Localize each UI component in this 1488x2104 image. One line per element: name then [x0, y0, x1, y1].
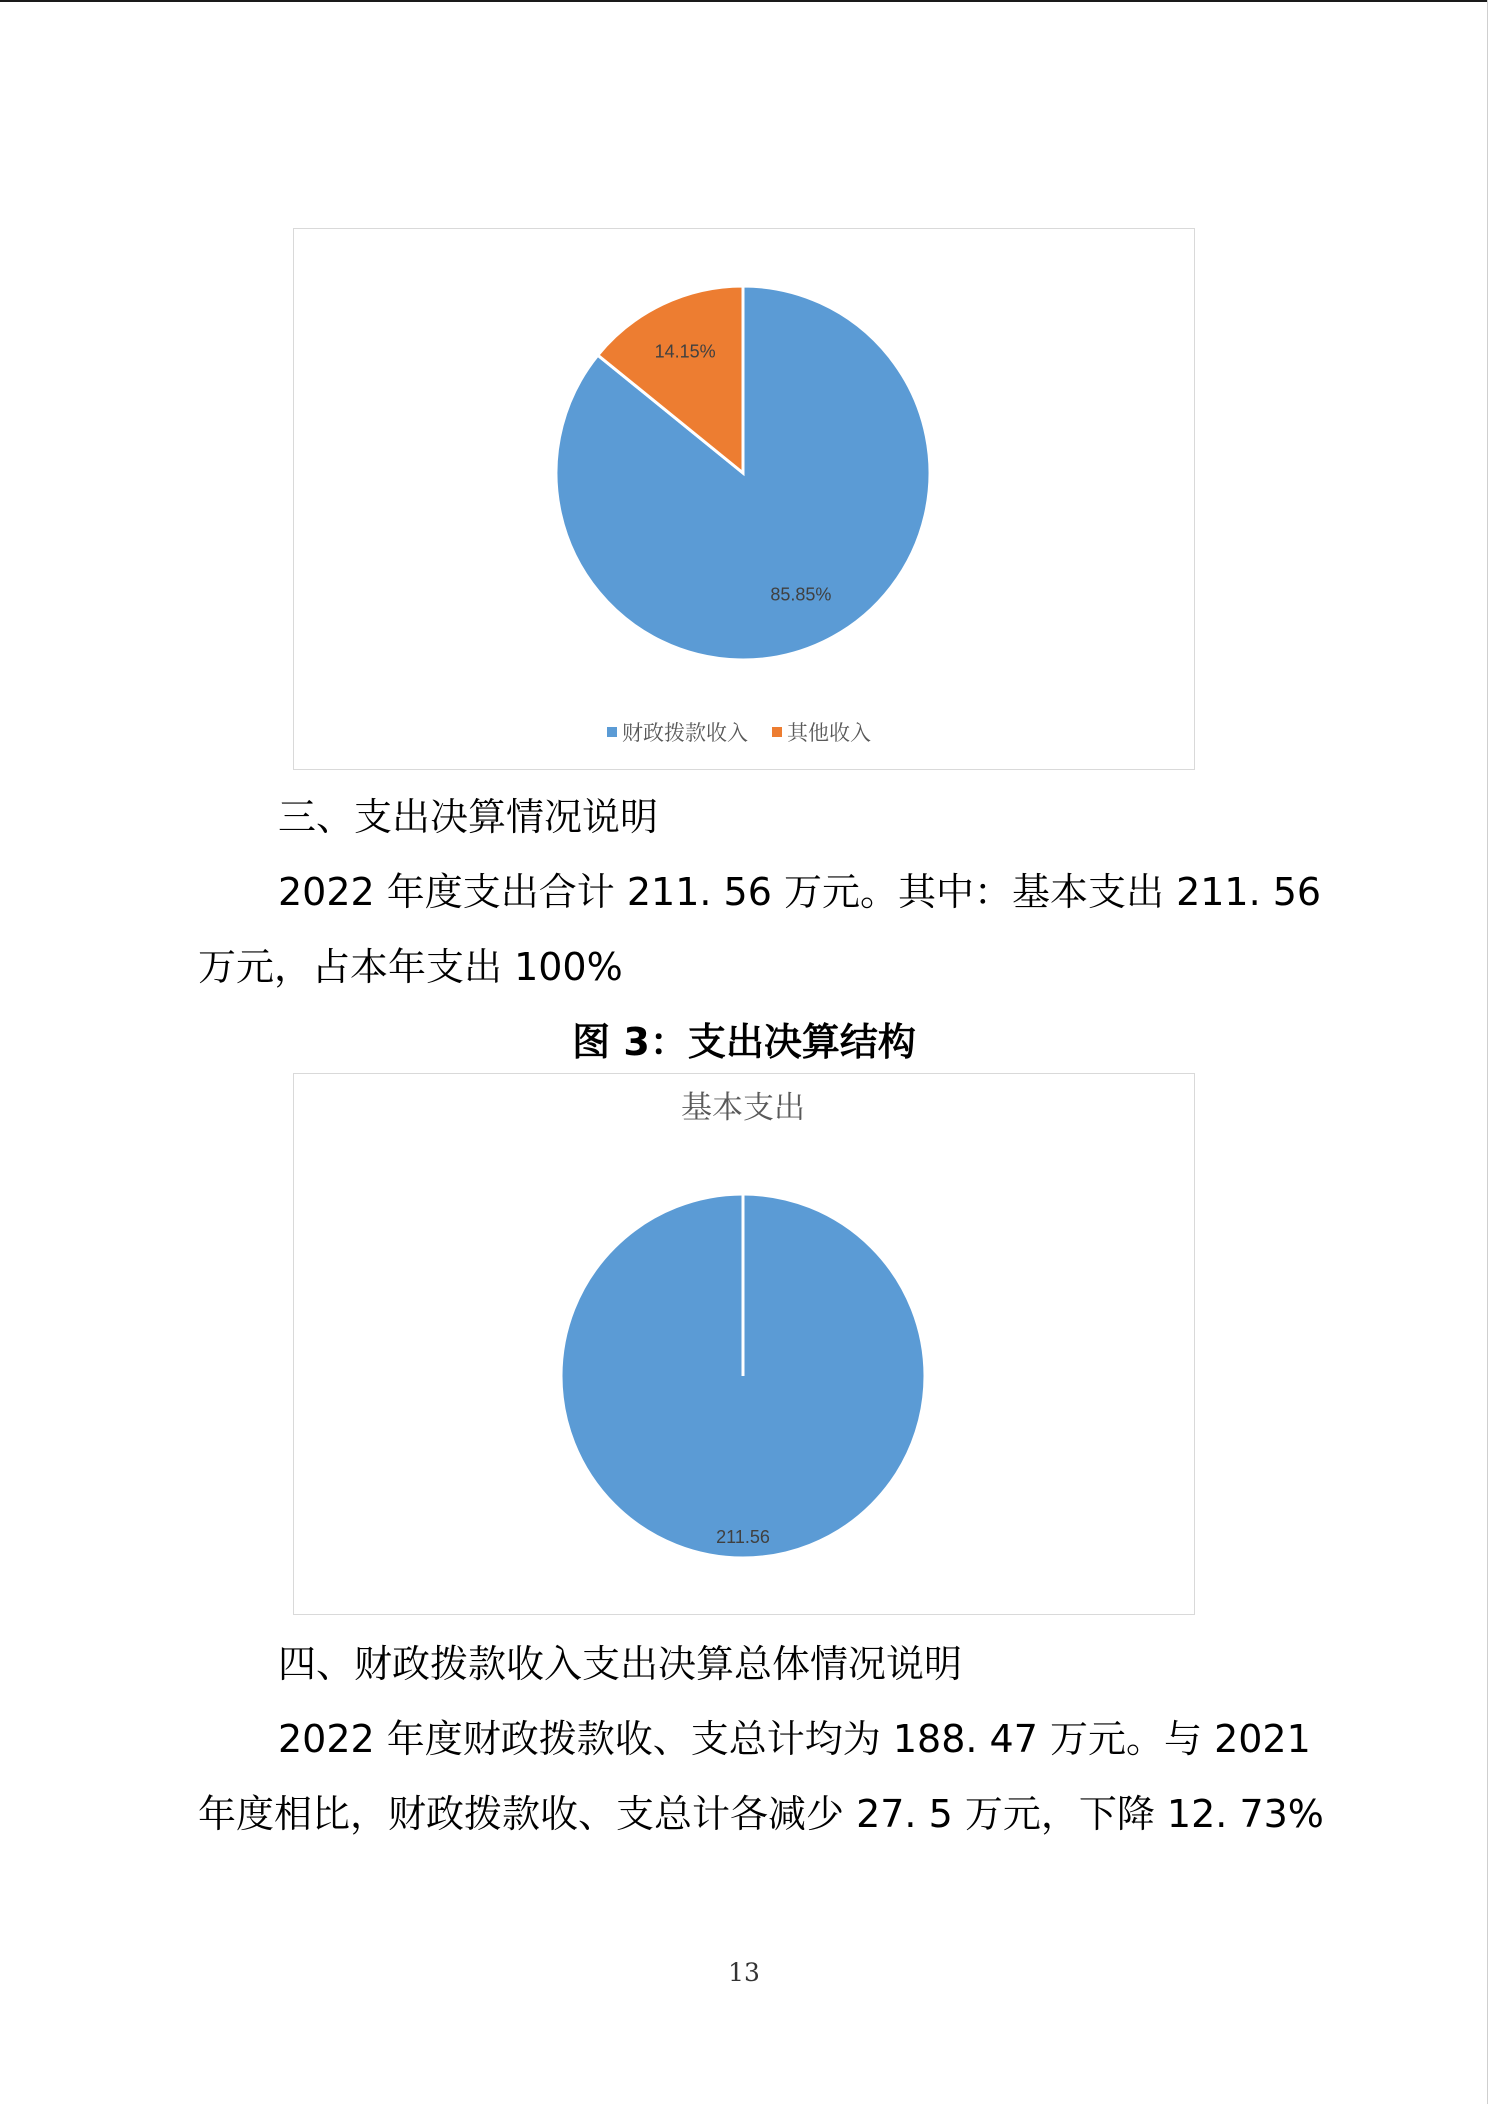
chart-title: 基本支出: [681, 1090, 805, 1126]
slice-label-other: 14.15%: [654, 341, 716, 362]
legend-swatch-other: [772, 727, 782, 737]
income-pie-svg: [294, 229, 1193, 768]
legend-swatch-fiscal: [607, 727, 617, 737]
legend-label-fiscal: 财政拨款收入: [622, 721, 748, 745]
pie-slices: [556, 286, 930, 660]
income-pie-chart: [293, 228, 1195, 770]
page-top-border: [0, 0, 1488, 2]
chart-legend: [607, 721, 871, 745]
section3-heading: 三、支出决算情况说明: [278, 795, 659, 839]
section3-paragraph-line1: 2022 年度支出合计 211. 56 万元。其中：基本支出 211. 56: [278, 870, 1322, 914]
slice-label-fiscal: 85.85%: [770, 584, 832, 605]
expenditure-pie-chart: [293, 1073, 1195, 1615]
section3-paragraph-line2: 万元，占本年支出 100%: [198, 945, 623, 989]
section4-paragraph-line2: 年度相比，财政拨款收、支总计各减少 27. 5 万元，下降 12. 73%: [198, 1792, 1324, 1836]
slice-label-basic: 211.56: [716, 1527, 770, 1547]
page-number: 13: [728, 1958, 760, 1987]
legend-label-other: 其他收入: [787, 721, 871, 745]
section4-paragraph-line1: 2022 年度财政拨款收、支总计均为 188. 47 万元。与 2021: [278, 1717, 1311, 1761]
figure3-caption: 图 3：支出决算结构: [572, 1020, 916, 1064]
expenditure-pie-svg: [294, 1074, 1193, 1613]
section4-heading: 四、财政拨款收入支出决算总体情况说明: [278, 1642, 963, 1686]
